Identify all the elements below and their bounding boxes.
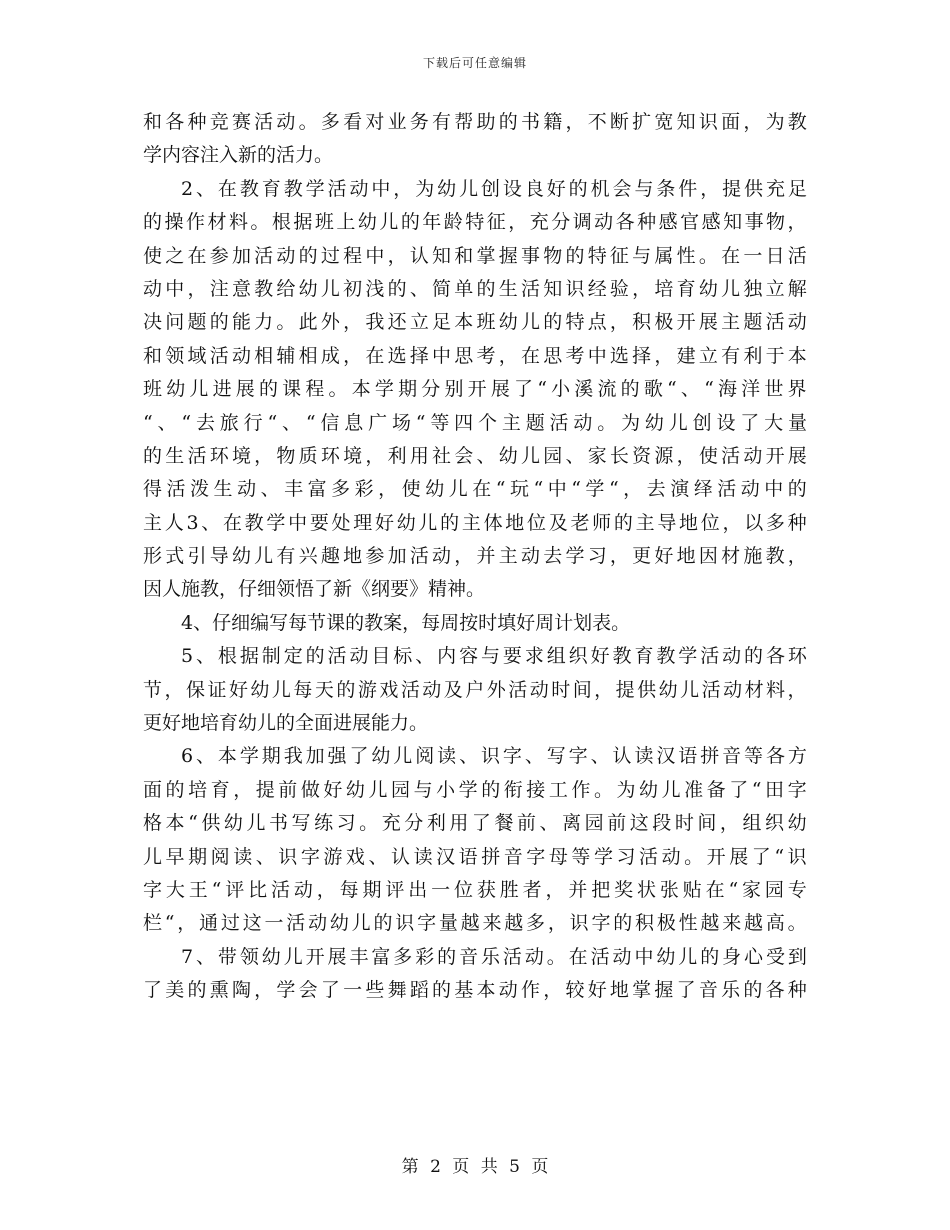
text-line: 2 、 在 教 育 教 学 活 动 中 ， 为 幼 儿 创 设 良 好 的 机 会 与 条 件 ， 提 供 充 足	[181, 177, 807, 200]
text-line: 主 人 3 、 在 教 学 中 要 处 理 好 幼 儿 的 主 体 地 位 及 老 师 的 主 导 地 位 ， 以 多 种	[143, 511, 807, 534]
text-line: 儿 早 期 阅 读 、 识 字 游 戏 、 认 读 汉 语 拼 音 字 母 等 学 习 活 动 。 开 展 了 “ 识	[143, 845, 807, 868]
text-line: 因人施教，仔细领悟了新《纲要》精神。	[143, 578, 486, 601]
document-body	[143, 106, 807, 1008]
text-line: 的 生 活 环 境 ， 物 质 环 境 ， 利 用 社 会 、 幼 儿 园 、 家 长 资 源 ， 使 活 动 开 展	[143, 444, 807, 467]
text-line: 班 幼 儿 进 展 的 课 程 。 本 学 期 分 别 开 展 了 “ 小 溪 流 的 歌 “ 、 “ 海 洋 世 界	[143, 378, 807, 401]
text-line: 的 操 作 材 料 。 根 据 班 上 幼 儿 的 年 龄 特 征 ， 充 分 调 动 各 种 感 官 感 知 事 物 ，	[143, 211, 807, 234]
text-line: 使 之 在 参 加 活 动 的 过 程 中 ， 认 知 和 掌 握 事 物 的 特 征 与 属 性 。 在 一 日 活	[143, 244, 807, 267]
text-line: 得 活 泼 生 动 、 丰 富 多 彩 ， 使 幼 儿 在 “ 玩 “ 中 “ 学 “ ， 去 演 绎 活 动 中 的	[143, 478, 807, 501]
text-line: 形 式 引 导 幼 儿 有 兴 趣 地 参 加 活 动 ， 并 主 动 去 学 习 ， 更 好 地 因 材 施 教 ，	[143, 545, 807, 568]
text-line: 动 中 ， 注 意 教 给 幼 儿 初 浅 的 、 简 单 的 生 活 知 识 经 验 ， 培 育 幼 儿 独 立 解	[143, 277, 807, 300]
text-line: 节 ， 保 证 好 幼 儿 每 天 的 游 戏 活 动 及 户 外 活 动 时 间 ， 提 供 幼 儿 活 动 材 料 ，	[143, 678, 807, 701]
text-line: 格 本 “ 供 幼 儿 书 写 练 习 。 充 分 利 用 了 餐 前 、 离 园 前 这 段 时 间 ， 组 织 幼	[143, 812, 807, 835]
text-line: 4、仔细编写每节课的教案，每周按时填好周计划表。	[181, 611, 631, 634]
text-line: 更好地培育幼儿的全面进展能力。	[143, 712, 429, 735]
text-line: 和 各 种 竞 赛 活 动 。 多 看 对 业 务 有 帮 助 的 书 籍 ， 不 断 扩 宽 知 识 面 ， 为 教	[143, 111, 807, 133]
text-line: 栏 “ ， 通 过 这 一 活 动 幼 儿 的 识 字 量 越 来 越 多 ， 识 字 的 积 极 性 越 来 越 高 。	[143, 912, 807, 935]
text-line: 学内容注入新的活力。	[143, 144, 334, 167]
text-line: 7 、 带 领 幼 儿 开 展 丰 富 多 彩 的 音 乐 活 动 。 在 活 动 中 幼 儿 的 身 心 受 到	[181, 945, 807, 968]
text-line: 面 的 培 育 ， 提 前 做 好 幼 儿 园 与 小 学 的 衔 接 工 作 。 为 幼 儿 准 备 了 “ 田 字	[143, 778, 807, 801]
text-line: 决 问 题 的 能 力 。 此 外 ， 我 还 立 足 本 班 幼 儿 的 特 点 ， 积 极 开 展 主 题 活 动	[143, 311, 807, 334]
text-line: 6 、 本 学 期 我 加 强 了 幼 儿 阅 读 、 识 字 、 写 字 、 认 读 汉 语 拼 音 等 各 方	[181, 745, 807, 768]
text-line: 5 、 根 据 制 定 的 活 动 目 标 、 内 容 与 要 求 组 织 好 教 育 教 学 活 动 的 各 环	[181, 645, 807, 668]
page-header: 下载后可任意编辑	[422, 56, 527, 70]
text-line: 了 美 的 熏 陶 ， 学 会 了 一 些 舞 蹈 的 基 本 动 作 ， 较 好 地 掌 握 了 音 乐 的 各 种	[143, 979, 807, 1002]
page-footer: 第 2 页 共 5 页	[401, 1157, 549, 1177]
text-line: “ 、 “ 去 旅 行 “ 、 “ 信 息 广 场 “ 等 四 个 主 题 活 动 。 为 幼 儿 创 设 了 大 量	[143, 411, 807, 434]
text-line: 和 领 域 活 动 相 辅 相 成 ， 在 选 择 中 思 考 ， 在 思 考 中 选 择 ， 建 立 有 利 于 本	[143, 344, 807, 367]
text-line: 字 大 王 “ 评 比 活 动 ， 每 期 评 出 一 位 获 胜 者 ， 并 把 奖 状 张 贴 在 “ 家 园 专	[143, 878, 807, 901]
